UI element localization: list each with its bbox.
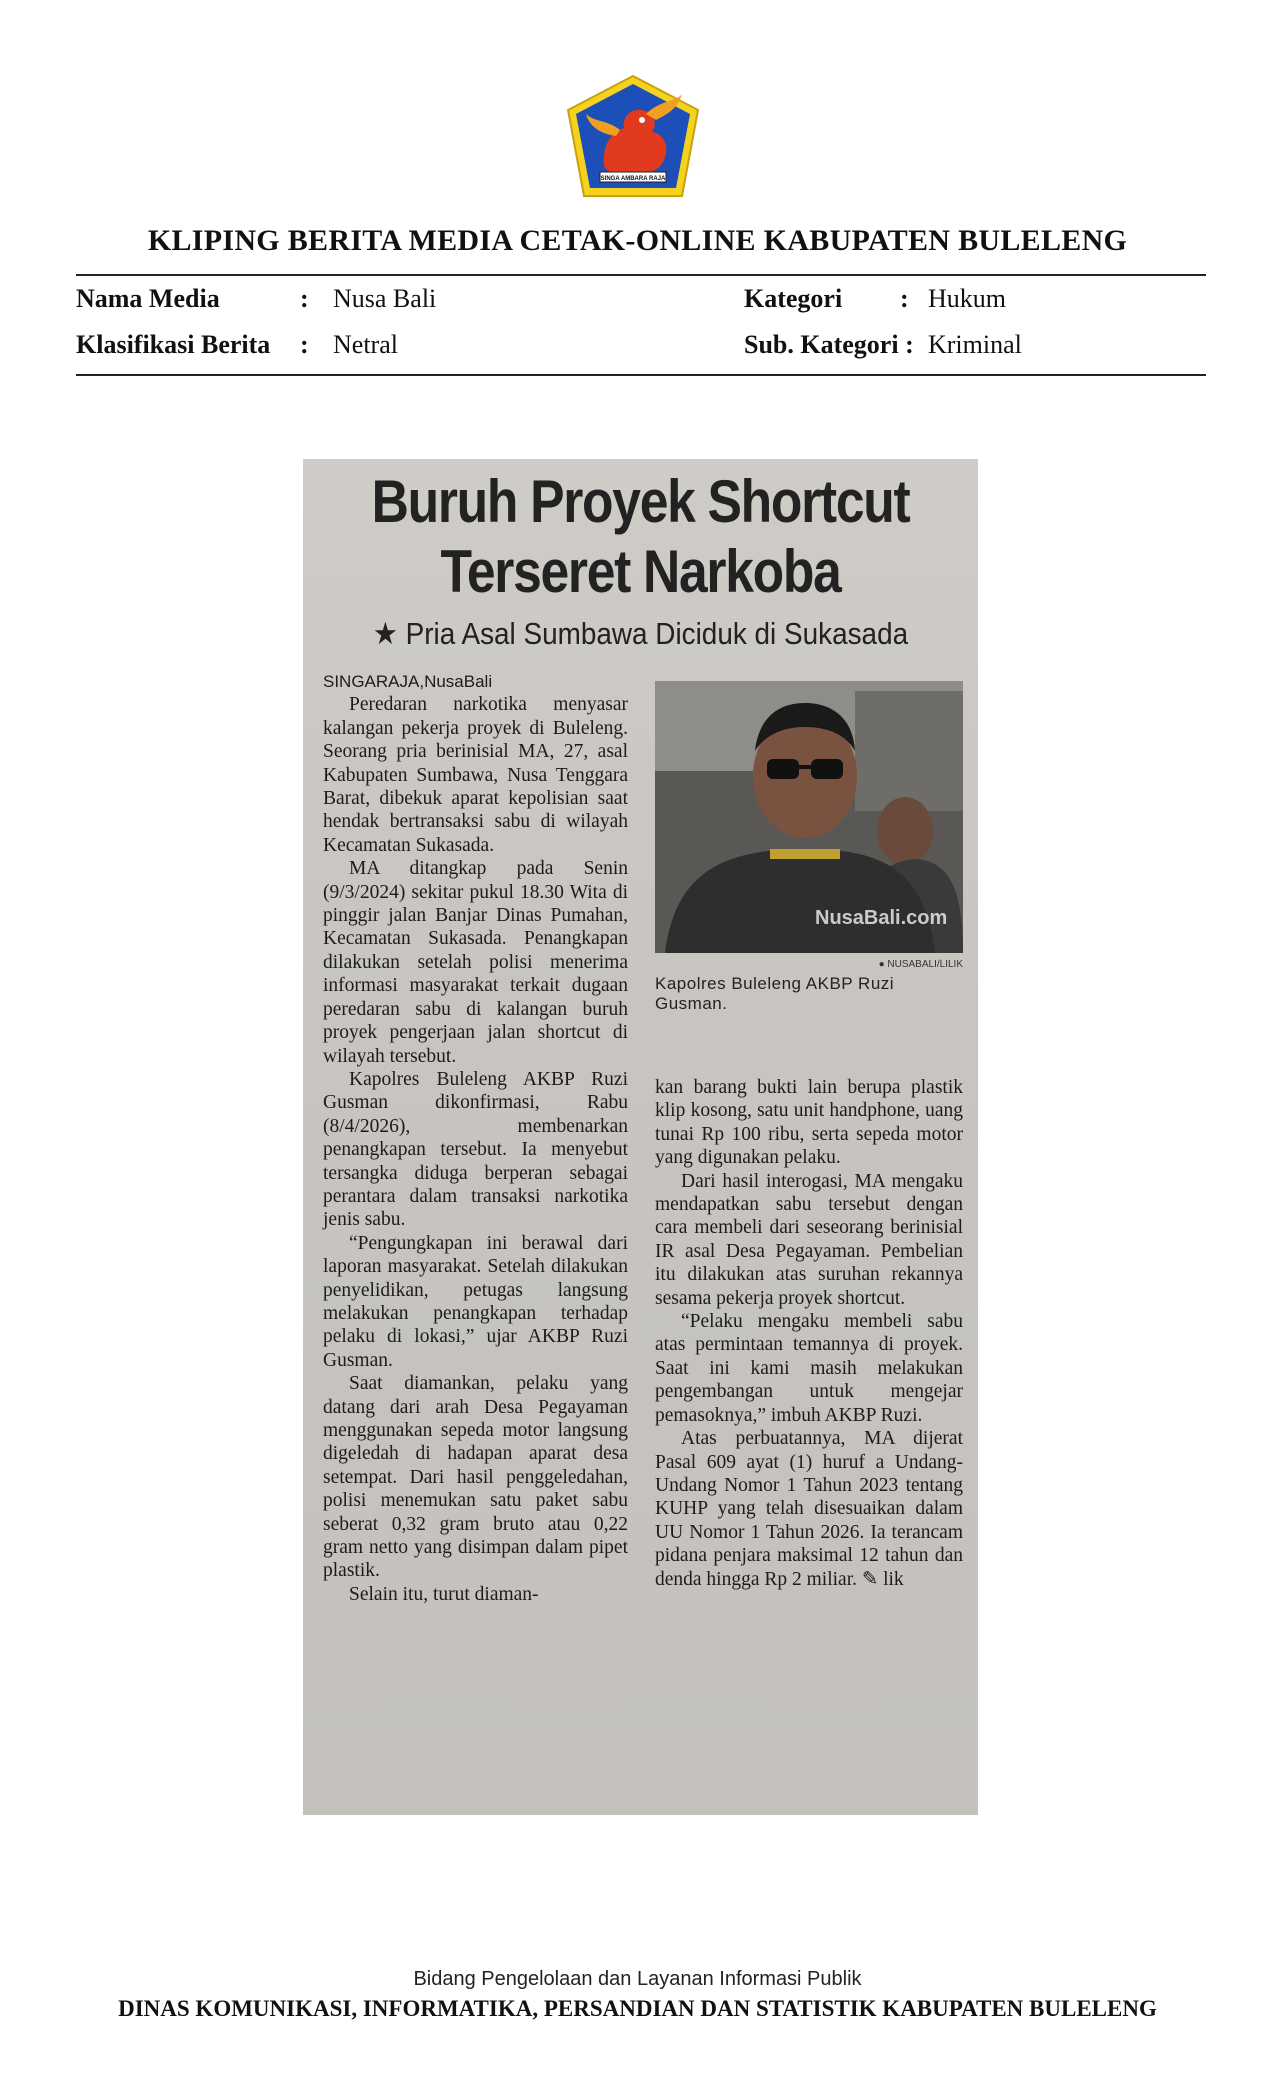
headline-line-2: Terseret Narkoba [440, 538, 841, 605]
meta-row-2 [76, 330, 1206, 366]
paragraph: Atas perbuatannya, MA dijerat Pasal 609 ayat (1) huruf a Undang-Undang Nomor 1 Tahun 2023 tentang KUHP yang telah disesuaikan dalam UU Nomor 1 Tahun 2026. Ia terancam pidana penjara maksimal 12 tahun dan denda hingga Rp 2 miliar. ✎ lik [655, 1428, 963, 1590]
paragraph: “Pelaku mengaku membeli sabu atas permintaan temannya di proyek. Saat ini kami masih melakukan pengembangan untuk mengejar pemasoknya,” imbuh AKBP Ruzi. [655, 1311, 963, 1426]
media-label: Nama Media [76, 284, 220, 313]
paragraph: Saat diamankan, pelaku yang datang dari arah Desa Pegayaman menggunakan sepeda motor langsung digeledah di hadapan aparat desa setempat. Dari hasil penggeledahan, polisi menemukan satu paket sabu seberat 0,32 gram bruto atau 0,22 gram netto yang disimpan dalam pipet plastik. [323, 1373, 628, 1582]
footer-agency: DINAS KOMUNIKASI, INFORMATIKA, PERSANDIAN DAN STATISTIK KABUPATEN BULELENG [118, 1996, 1157, 2021]
header-rule-top [76, 274, 1206, 276]
photo-credit: ● NUSABALI/LILIK [878, 959, 963, 970]
paragraph: “Pengungkapan ini berawal dari laporan masyarakat. Setelah dilakukan penyelidikan, petugas langsung melakukan penangkapan terhadap pelaku di lokasi,” ujar AKBP Ruzi Gusman. [323, 1232, 628, 1371]
logo-text: SINGA AMBARA RAJA [600, 176, 666, 182]
document-title: KLIPING BERITA MEDIA CETAK-ONLINE KABUPATEN BULELENG [147, 224, 1128, 257]
klasifikasi-label: Klasifikasi Berita [76, 330, 271, 359]
media-value: Nusa Bali [333, 284, 437, 313]
media-colon: : [300, 284, 309, 313]
paragraph: Selain itu, turut diaman- [349, 1583, 539, 1605]
kategori-label: Kategori [744, 284, 843, 313]
klasifikasi-value: Netral [333, 330, 398, 359]
paragraph: kan barang bukti lain berupa plastik klip kosong, satu unit handphone, uang tunai Rp 100 ribu, serta sepeda motor yang digunakan pelaku. [655, 1077, 963, 1169]
headline-line-1: Buruh Proyek Shortcut [371, 468, 910, 535]
subkategori-value: Kriminal [928, 330, 1022, 359]
singa-ambara-raja-shield-icon [564, 74, 702, 200]
klasifikasi-colon: : [300, 330, 309, 359]
photo-watermark: NusaBali.com [815, 907, 948, 929]
kategori-value: Hukum [928, 284, 1006, 313]
header-rule-bottom [76, 374, 1206, 376]
article-column-right [655, 1076, 963, 1591]
paragraph: MA ditangkap pada Senin (9/3/2024) sekitar pukul 18.30 Wita di pinggir jalan Banjar Dinas Pumahan, Kecamatan Sukasada. Penangkapan dilakukan setelah polisi menerima informasi masyarakat terkait dugaan peredaran sabu di kalangan buruh proyek pengerjaan jalan shortcut di wilayah tersebut. [323, 858, 628, 1067]
footer-department: Bidang Pengelolaan dan Layanan Informasi Publik [413, 1968, 862, 1990]
paragraph: Peredaran narkotika menyasar kalangan pekerja proyek di Buleleng. Seorang pria berinisial MA, 27, asal Kabupaten Sumbawa, Nusa Tenggara Barat, dibekuk aparat kepolisian saat hendak bertransaksi sabu di wilayah Kecamatan Sukasada. [323, 694, 628, 856]
dateline: SINGARAJA,NusaBali [323, 672, 493, 691]
meta-row-1 [76, 284, 1206, 320]
subheadline: ★ Pria Asal Sumbawa Diciduk di Sukasada [372, 616, 909, 651]
subkategori-label: Sub. Kategori : [744, 330, 914, 359]
paragraph: Dari hasil interogasi, MA mengaku mendapatkan sabu tersebut dengan cara membeli dari seseorang berinisial IR asal Desa Pegayaman. Pembelian itu dilakukan atas suruhan rekannya sesama pekerja proyek shortcut. [655, 1170, 963, 1309]
article-column-left [323, 670, 628, 1606]
kategori-colon: : [900, 284, 909, 313]
newspaper-clipping [303, 459, 978, 1815]
article-photo [655, 681, 963, 953]
photo-caption: Kapolres Buleleng AKBP Ruzi Gusman. [655, 974, 895, 1013]
paragraph: Kapolres Buleleng AKBP Ruzi Gusman dikonfirmasi, Rabu (8/4/2026), membenarkan penangkapan tersebut. Ia menyebut tersangka diduga berperan sebagai perantara dalam transaksi narkotika jenis sabu. [323, 1068, 628, 1231]
